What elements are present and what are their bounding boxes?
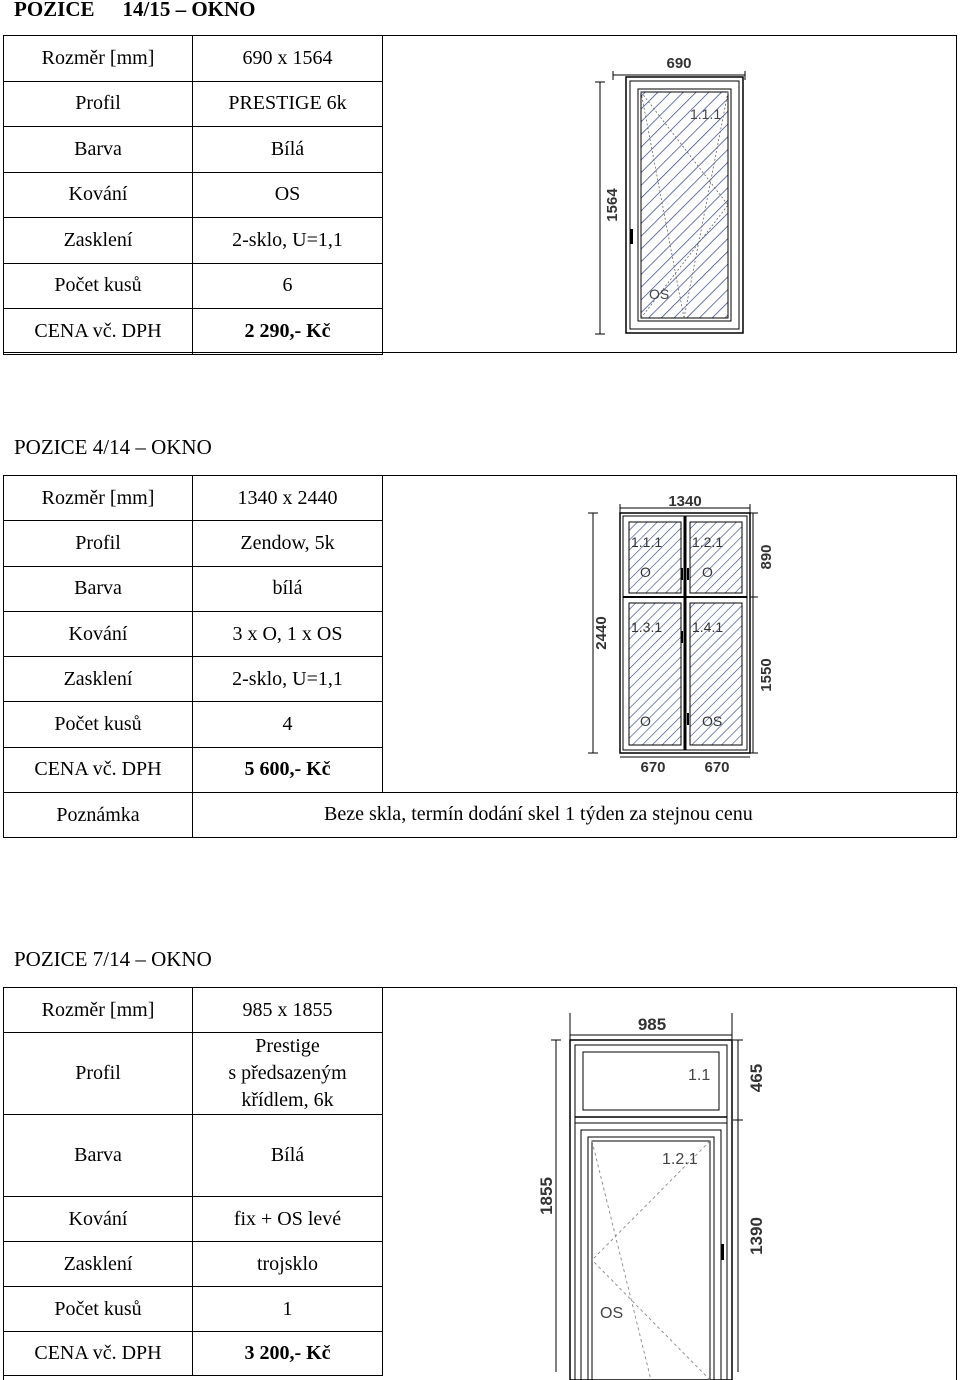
table-row: [4, 1115, 383, 1197]
sash-code: 1.1.1: [690, 106, 722, 122]
position-1-window-drawing: [590, 45, 770, 345]
value-profile-line: Prestige: [255, 1035, 320, 1057]
value-quantity: 1: [193, 1287, 383, 1332]
label-price: CENA vč. DPH: [4, 309, 193, 355]
value-hardware: 3 x O, 1 x OS: [193, 611, 383, 656]
value-dimension: 690 x 1564: [193, 36, 383, 82]
value-dimension: 1340 x 2440: [193, 476, 383, 521]
value-profile-line: křídlem, 6k: [241, 1089, 334, 1111]
table-row: [4, 127, 383, 173]
value-hardware: OS: [193, 172, 383, 218]
label-glazing: Zasklení: [4, 218, 193, 264]
pane-opening: O: [702, 564, 713, 580]
value-glazing: 2-sklo, U=1,1: [193, 218, 383, 264]
table-row: [4, 611, 383, 656]
label-hardware: Kování: [4, 172, 193, 218]
table-row: [4, 988, 383, 1033]
label-profile: Profil: [4, 1033, 193, 1115]
value-profile: Zendow, 5k: [193, 521, 383, 566]
table-row: [4, 36, 383, 82]
value-quantity: 4: [193, 702, 383, 747]
handle-icon: [681, 631, 683, 643]
position-3-spec-table: [3, 987, 383, 1376]
handle-icon: [687, 713, 689, 725]
label-price: CENA vč. DPH: [4, 1332, 193, 1376]
pane-code: 1.2.1: [692, 534, 724, 550]
table-row: [4, 81, 383, 127]
table-row: [4, 702, 383, 747]
pane-code: 1.1: [688, 1067, 711, 1084]
label-color: Barva: [4, 127, 193, 173]
position-2-window-drawing: [585, 485, 785, 785]
dim-height: 1855: [537, 1177, 556, 1215]
value-glazing: 2-sklo, U=1,1: [193, 657, 383, 702]
handle-icon: [681, 568, 683, 580]
pane-opening: O: [640, 713, 651, 729]
handle-icon: [687, 568, 689, 580]
value-glazing: trojsklo: [193, 1242, 383, 1287]
opening-type: OS: [600, 1305, 624, 1322]
dim-width: 690: [666, 55, 692, 72]
position-2-heading: POZICE 4/14 – OKNO: [14, 435, 212, 459]
table-row: [4, 263, 383, 309]
position-3-window-drawing: [528, 1000, 778, 1375]
table-row: [4, 1242, 383, 1287]
value-profile-line: s předsazeným: [228, 1062, 347, 1084]
label-hardware: Kování: [4, 611, 193, 656]
position-1-heading-label: POZICE: [14, 0, 95, 21]
pane-code: 1.1.1: [631, 534, 663, 550]
table-row: [4, 218, 383, 264]
table-row: [4, 172, 383, 218]
position-1-spec-table: [3, 35, 383, 355]
label-note: Poznámka: [4, 793, 193, 838]
dim-bottom-height: 1550: [758, 658, 775, 692]
label-profile: Profil: [4, 81, 193, 127]
value-color: bílá: [193, 566, 383, 611]
value-profile: [193, 1033, 383, 1115]
label-color: Barva: [4, 1115, 193, 1197]
dim-height: 1564: [604, 188, 621, 222]
position-3-heading: POZICE 7/14 – OKNO: [14, 947, 212, 971]
value-color: Bílá: [193, 127, 383, 173]
position-1-heading: [14, 0, 256, 22]
table-row: [4, 747, 383, 792]
dim-top-height: 465: [747, 1063, 766, 1093]
pane-code: 1.3.1: [631, 619, 663, 635]
position-2-spec-table: [3, 475, 383, 838]
value-quantity: 6: [193, 263, 383, 309]
value-price: 5 600,- Kč: [193, 747, 383, 792]
dim-col-right: 670: [704, 759, 730, 776]
handle-icon: [630, 229, 633, 244]
dim-width: 985: [637, 1015, 667, 1034]
table-row: [4, 566, 383, 611]
label-dimension: Rozměr [mm]: [4, 36, 193, 82]
pane-opening: O: [640, 564, 651, 580]
label-glazing: Zasklení: [4, 1242, 193, 1287]
value-price: 3 200,- Kč: [193, 1332, 383, 1376]
dim-width: 1340: [668, 493, 702, 510]
value-color: Bílá: [193, 1115, 383, 1197]
value-note: Beze skla, termín dodání skel 1 týden za stejnou cenu: [324, 803, 753, 825]
table-row: [4, 1197, 383, 1242]
label-hardware: Kování: [4, 1197, 193, 1242]
pane-opening: OS: [702, 713, 723, 729]
value-profile: PRESTIGE 6k: [193, 81, 383, 127]
dim-bottom-height: 1390: [747, 1217, 766, 1255]
label-color: Barva: [4, 566, 193, 611]
label-dimension: Rozměr [mm]: [4, 476, 193, 521]
pane-code: 1.4.1: [692, 619, 724, 635]
label-quantity: Počet kusů: [4, 263, 193, 309]
value-hardware: fix + OS levé: [193, 1197, 383, 1242]
dim-col-left: 670: [640, 759, 666, 776]
table-row: [4, 1287, 383, 1332]
label-price: CENA vč. DPH: [4, 747, 193, 792]
table-row: [4, 476, 383, 521]
sash-code: 1.2.1: [662, 1151, 698, 1168]
table-row: [4, 1332, 383, 1376]
table-row: [4, 521, 383, 566]
opening-type: OS: [649, 286, 670, 302]
table-row: [4, 309, 383, 355]
position-1-heading-number: 14/15 – OKNO: [122, 0, 256, 21]
dim-height: 2440: [593, 616, 610, 650]
label-quantity: Počet kusů: [4, 1287, 193, 1332]
label-profile: Profil: [4, 521, 193, 566]
table-row: [4, 657, 383, 702]
handle-icon: [721, 1244, 724, 1260]
value-dimension: 985 x 1855: [193, 988, 383, 1033]
value-price: 2 290,- Kč: [193, 309, 383, 355]
label-glazing: Zasklení: [4, 657, 193, 702]
label-dimension: Rozměr [mm]: [4, 988, 193, 1033]
label-quantity: Počet kusů: [4, 702, 193, 747]
table-row: [4, 1033, 383, 1115]
dim-top-height: 890: [758, 544, 775, 570]
